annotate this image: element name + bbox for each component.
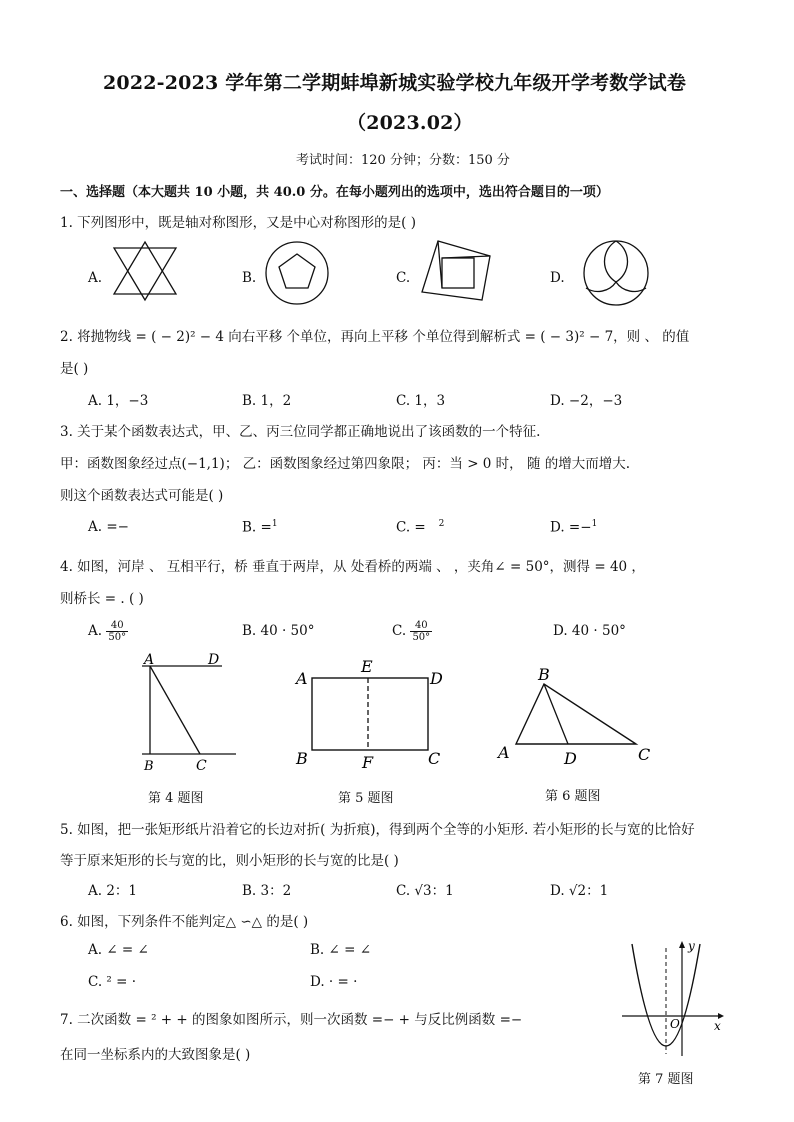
q4-option-a-label: A. [88, 623, 103, 639]
q4-option-a-numerator: 40 [106, 620, 128, 632]
q3-option-b-text: B. = [242, 519, 272, 536]
q2-option-d: D. −2，−3 [550, 393, 623, 409]
q2-option-a: A. 1，−3 [88, 393, 149, 409]
fig6-label-d: D [564, 749, 577, 768]
fig5-label-c: C [428, 749, 441, 768]
exam-info: 考试时间：120 分钟；分数：150 分 [296, 153, 510, 168]
question-3-stem: 3. 关于某个函数表达式，甲、乙、丙三位同学都正确地说出了该函数的一个特征. [60, 424, 541, 440]
fig6-label-b: B [538, 665, 550, 684]
fig5-label-f: F [362, 753, 374, 772]
q4-option-c-label: C. [392, 623, 407, 639]
question-6-stem: 6. 如图，下列条件不能判定△ ∽△ 的是( ) [60, 914, 309, 930]
q6-option-d: D. · = · [310, 974, 358, 990]
q4-option-b: B. 40 · 50° [242, 623, 315, 639]
star-of-david-figure [110, 240, 180, 302]
q3-option-c-text: C. = [396, 519, 426, 536]
q5-option-c: C. √3：1 [396, 883, 454, 899]
q6-option-c: C. ² = · [88, 974, 137, 990]
figure-6-triangle [496, 664, 660, 770]
fig6-label-c: C [638, 745, 651, 764]
three-petal-circle-figure [572, 238, 660, 308]
question-7-stem: 7. 二次函数 = ² + + 的图象如图所示，则一次函数 =− + 与反比例函数 =− [60, 1012, 523, 1028]
pythagoras-squares-figure [418, 238, 496, 306]
paper-title: 2022-2023 学年第二学期蚌埠新城实验学校九年级开学考数学试卷 [103, 72, 687, 94]
q3-option-d [550, 519, 597, 536]
question-3-conditions: 甲：函数图象经过点(−1,1)； 乙：函数图象经过第四象限； 丙：当 > 0 时， 随 的增大而增大. [60, 456, 631, 472]
q3-option-c-sup: 2 [438, 519, 445, 529]
q6-option-a: A. ∠ = ∠ [88, 942, 149, 958]
q4-option-c-denominator: 50° [412, 632, 431, 643]
pentagon-in-circle-figure [264, 240, 330, 306]
question-2-stem-continued: 是( ) [60, 361, 89, 377]
question-4-stem: 4. 如图，河岸 、 互相平行，桥 垂直于两岸，从 处看桥的两端 、 ，夹角∠ = 50°，测得 = 40 ， [60, 559, 645, 575]
question-3-ask: 则这个函数表达式可能是( ) [60, 488, 224, 504]
question-5-stem-continued: 等于原来矩形的长与宽的比，则小矩形的长与宽的比是( ) [60, 853, 399, 869]
fig5-label-e: E [361, 657, 373, 676]
q5-option-b: B. 3：2 [242, 883, 292, 899]
q4-option-d: D. 40 · 50° [553, 623, 626, 639]
question-5-stem: 5. 如图，把一张矩形纸片沿着它的长边对折( 为折痕)，得到两个全等的小矩形. 若小矩形的长与宽的比恰好 [60, 822, 695, 838]
fig7-label-x: x [714, 1019, 721, 1033]
question-2-stem: 2. 将抛物线 = ( − 2)² − 4 向右平移 个单位，再向上平移 个单位得到解析式 = ( − 3)² − 7，则 、 的值 [60, 329, 690, 345]
q3-option-a: A. =− [88, 519, 129, 535]
fig4-label-a: A [144, 652, 155, 668]
q4-option-c-fraction [410, 620, 432, 643]
q1-option-b-label: B. [242, 270, 257, 286]
q3-option-b-sup: 1 [271, 519, 278, 529]
figure-5-folded-rectangle [292, 656, 448, 774]
section-heading: 一、选择题（本大题共 10 小题，共 40.0 分。在每小题列出的选项中，选出符合题目的一项） [60, 185, 609, 200]
q5-option-d: D. √2：1 [550, 883, 609, 899]
question-1-stem: 1. 下列图形中，既是轴对称图形，又是中心对称图形的是( ) [60, 215, 416, 231]
fig4-label-d: D [208, 652, 220, 668]
fig6-label-a: A [498, 743, 510, 762]
fig5-label-b: B [296, 749, 308, 768]
q3-option-c [396, 519, 444, 536]
figure-7-caption: 第 7 题图 [638, 1072, 694, 1087]
figure-4-river-bridge [138, 650, 242, 775]
q4-option-c-numerator: 40 [410, 620, 432, 632]
q5-option-a: A. 2：1 [88, 883, 138, 899]
q3-option-d-sup: 1 [591, 519, 598, 529]
paper-date: （2023.02） [347, 112, 473, 134]
q1-option-c-label: C. [396, 270, 411, 286]
q1-option-d-label: D. [550, 270, 565, 286]
q4-option-a-fraction [106, 620, 128, 643]
fig5-label-a: A [296, 669, 308, 688]
q4-option-a [88, 620, 128, 643]
q1-option-a-label: A. [88, 270, 103, 286]
fig7-label-o: O [670, 1017, 680, 1031]
question-7-stem-continued: 在同一坐标系内的大致图象是( ) [60, 1047, 251, 1063]
fig7-label-y: y [688, 939, 695, 953]
figure-6-caption: 第 6 题图 [545, 789, 601, 804]
q3-option-d-text: D. =− [550, 519, 592, 536]
figure-7-parabola-graph [618, 936, 730, 1064]
fig4-label-b: B [144, 759, 154, 774]
q4-option-a-denominator: 50° [108, 632, 127, 643]
q2-option-c: C. 1，3 [396, 393, 446, 409]
fig4-label-c: C [196, 758, 207, 774]
q6-option-b: B. ∠ = ∠ [310, 942, 372, 958]
question-4-stem-continued: 则桥长 = . ( ) [60, 591, 144, 607]
q2-option-b: B. 1，2 [242, 393, 292, 409]
fig5-label-d: D [430, 669, 443, 688]
q4-option-c [392, 620, 432, 643]
figure-5-caption: 第 5 题图 [338, 791, 394, 806]
figure-4-caption: 第 4 题图 [148, 791, 204, 806]
q3-option-b [242, 519, 278, 536]
